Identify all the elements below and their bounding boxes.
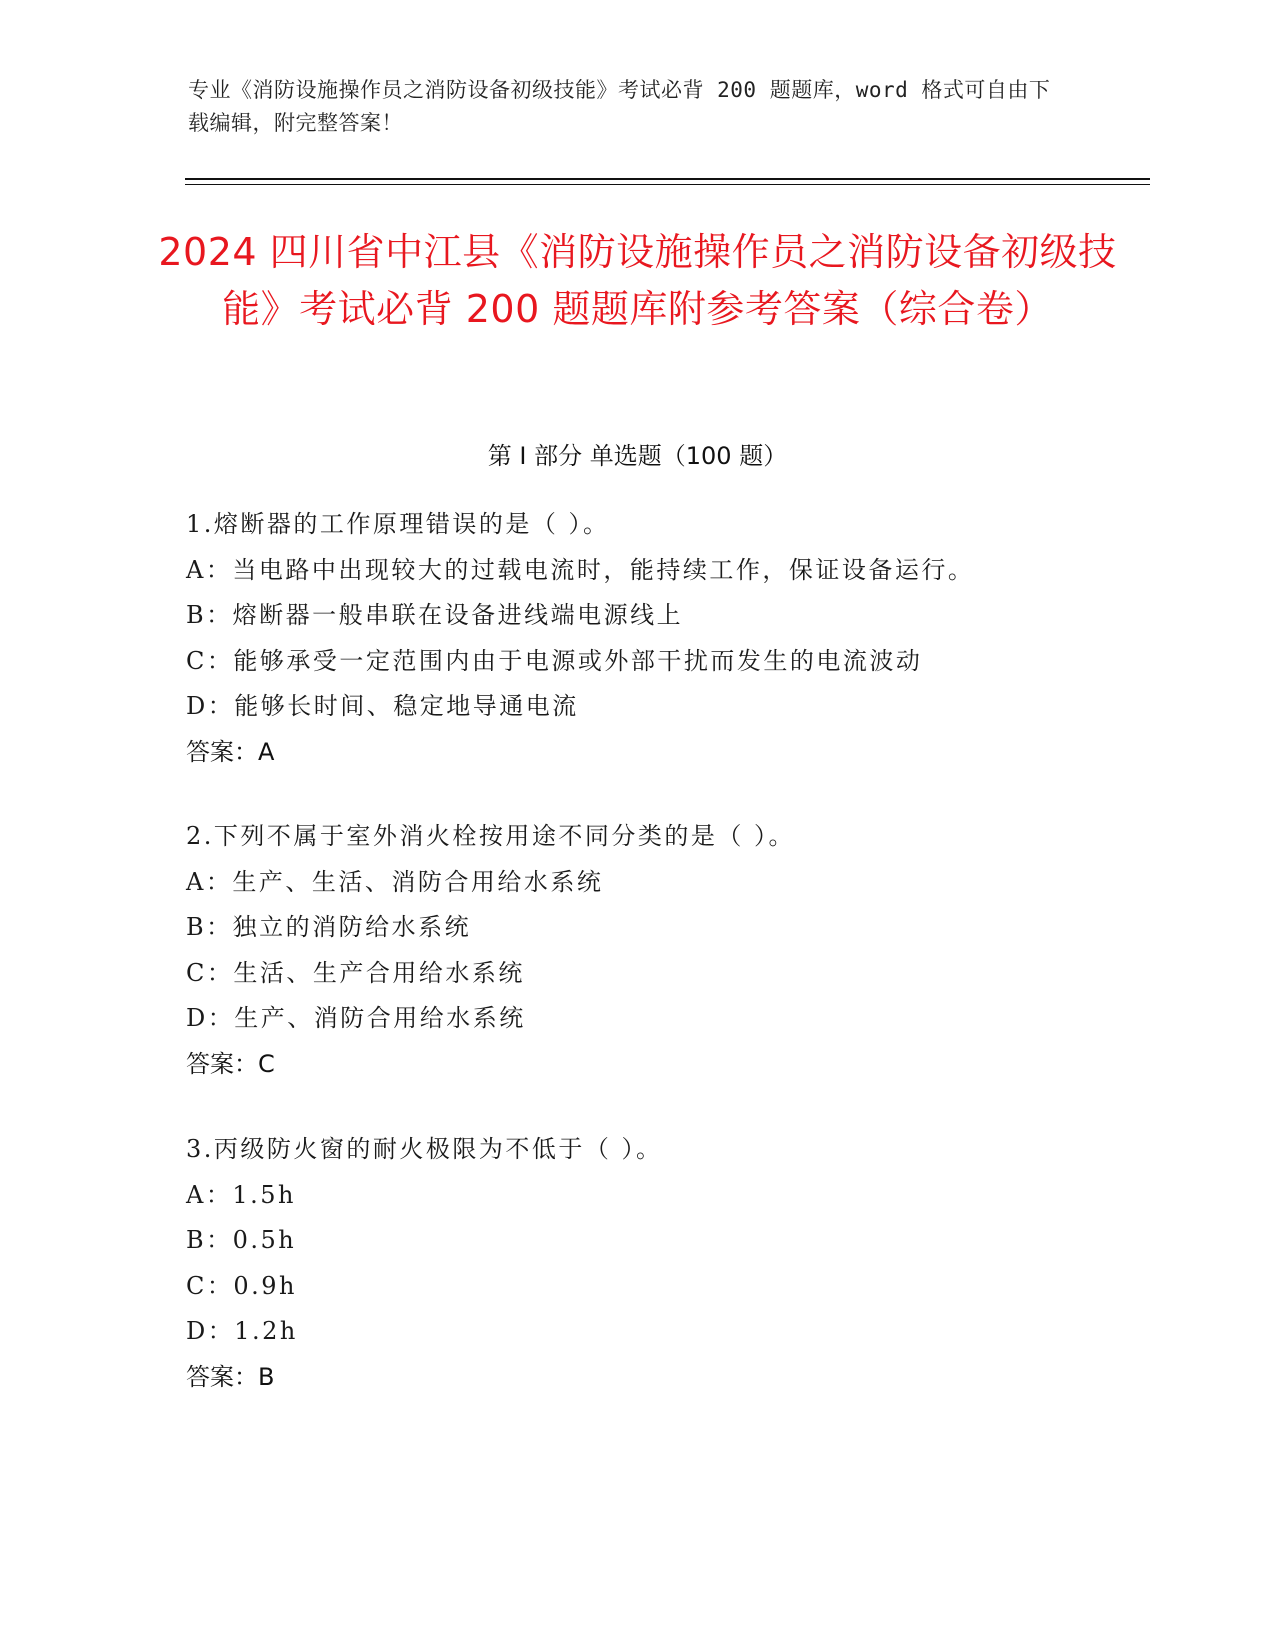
question-stem: 1.熔断器的工作原理错误的是（ ）。 (186, 510, 610, 538)
option-b: B：独立的消防给水系统 (186, 913, 472, 941)
option-d: D：能够长时间、稳定地导通电流 (186, 692, 579, 720)
answer: 答案：A (186, 737, 275, 766)
question-block (186, 814, 1086, 1087)
header-divider-thin (185, 184, 1150, 185)
option-c: C：生活、生产合用给水系统 (186, 958, 525, 987)
question-block (186, 1127, 1086, 1400)
question-stem: 2.下列不属于室外消火栓按用途不同分类的是（ ）。 (186, 822, 796, 850)
question-stem: 3.丙级防火窗的耐火极限为不低于（ ）。 (186, 1135, 663, 1163)
option-c: C：能够承受一定范围内由于电源或外部干扰而发生的电流波动 (186, 646, 923, 675)
option-d: D：1.2h (186, 1317, 298, 1345)
document-title: 2024 四川省中江县《消防设施操作员之消防设备初级技能》考试必背 200 题题库附参考答案（综合卷） (158, 230, 1117, 331)
option-a: A：当电路中出现较大的过载电流时，能持续工作，保证设备运行。 (186, 555, 975, 584)
question-block (186, 502, 1086, 775)
option-c: C：0.9h (186, 1271, 297, 1300)
option-a: A：1.5h (186, 1180, 296, 1209)
option-d: D：生产、消防合用给水系统 (186, 1004, 526, 1032)
header-note: 专业《消防设施操作员之消防设备初级技能》考试必背 200 题题库，word 格式可自由下载编辑，附完整答案！ (188, 78, 1051, 135)
option-b: B：熔断器一般串联在设备进线端电源线上 (186, 601, 684, 629)
header-divider-thick (185, 178, 1150, 180)
answer: 答案：C (186, 1049, 275, 1078)
option-b: B：0.5h (186, 1226, 297, 1254)
section-title: 第 I 部分 单选题（100 题） (487, 442, 788, 470)
option-a: A：生产、生活、消防合用给水系统 (186, 867, 604, 896)
answer: 答案：B (186, 1362, 275, 1391)
